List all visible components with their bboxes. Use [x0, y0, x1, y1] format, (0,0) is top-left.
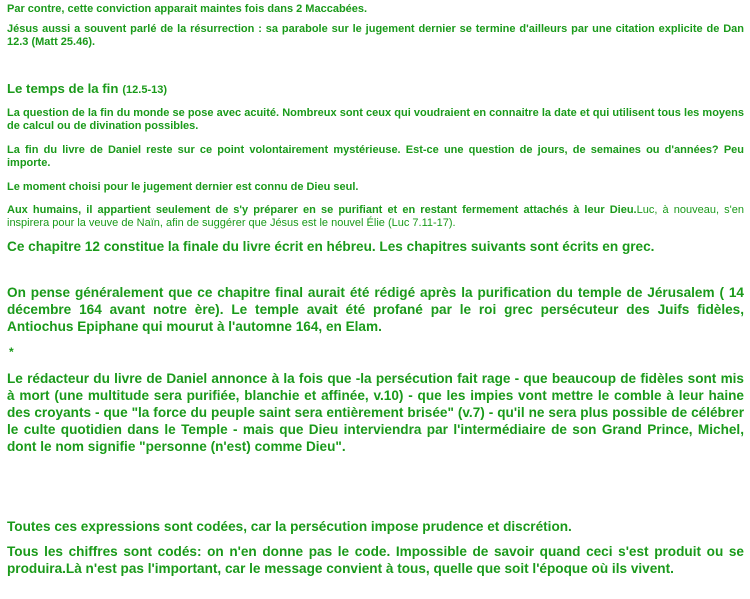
- intro-paragraph-2: Jésus aussi a souvent parlé de la résurrection : sa parabole sur le jugement dernier se termine d'ailleurs par une citation explicite de Dan 12.3 (Matt 25.46).: [7, 23, 744, 48]
- section-paragraph-4: [7, 204, 744, 230]
- section-heading: [7, 81, 744, 98]
- body-paragraph-2: On pense généralement que ce chapitre final aurait été rédigé après la purification du temple de Jérusalem ( 14 décembre 164 avant notre ère). Le temple avait été profané par le roi grec persécuteur des Juifs fidèles, Antiochus Epiphane qui mourut à l'automne 164, en Elam.: [7, 285, 744, 334]
- separator-star: *: [9, 345, 14, 359]
- section-paragraph-4-bold: Aux humains, il appartient seulement de s'y préparer en se purifiant et en restant fermement attachés à leur Dieu.: [7, 204, 637, 216]
- section-paragraph-2: La fin du livre de Daniel reste sur ce point volontairement mystérieuse. Est-ce une question de jours, de semaines ou d'années? Peu importe.: [7, 144, 744, 169]
- body-paragraph-5: Tous les chiffres sont codés: on n'en donne pas le code. Impossible de savoir quand ceci s'est produit ou se produira.Là n'est pas l'important, car le message convient à tous, quelle que soit l'époque où ils vivent.: [7, 544, 744, 576]
- body-paragraph-4: Toutes ces expressions sont codées, car la persécution impose prudence et discrétion.: [7, 519, 572, 534]
- section-title: Le temps de la fin: [7, 81, 119, 96]
- intro-paragraph-1: Par contre, cette conviction apparait maintes fois dans 2 Maccabées.: [7, 3, 368, 15]
- section-reference: (12.5-13): [122, 84, 168, 96]
- body-paragraph-3: Le rédacteur du livre de Daniel annonce à la fois que -la persécution fait rage - que beaucoup de fidèles sont mis à mort (une multitude sera purifiée, blanchie et affinée, v.10) - que les impies vont mettre le comble à leur haine des croyants - que "la force du peuple saint sera entièrement brisée" (v.7) - qu'il ne sera plus possible de célébrer le culte quotidien dans le Temple - mais que Dieu interviendra par l'intermédiaire de son Grand Prince, Michel, dont le nom signifie "personne (n'est) comme Dieu".: [7, 371, 744, 454]
- section-paragraph-4-normal: Luc, à nouveau, s'en inspirera pour la veuve de Naïn, afin de suggérer que Jésus est le nouvel Élie (Luc 7.11-17).: [7, 204, 744, 229]
- section-paragraph-3: Le moment choisi pour le jugement dernier est connu de Dieu seul.: [7, 181, 359, 193]
- section-paragraph-1: La question de la fin du monde se pose avec acuité. Nombreux sont ceux qui voudraient en connaitre la date et qui utilisent tous les moyens de calcul ou de divination possibles.: [7, 107, 744, 132]
- body-paragraph-1: Ce chapitre 12 constitue la finale du livre écrit en hébreu. Les chapitres suivants sont écrits en grec.: [7, 239, 655, 254]
